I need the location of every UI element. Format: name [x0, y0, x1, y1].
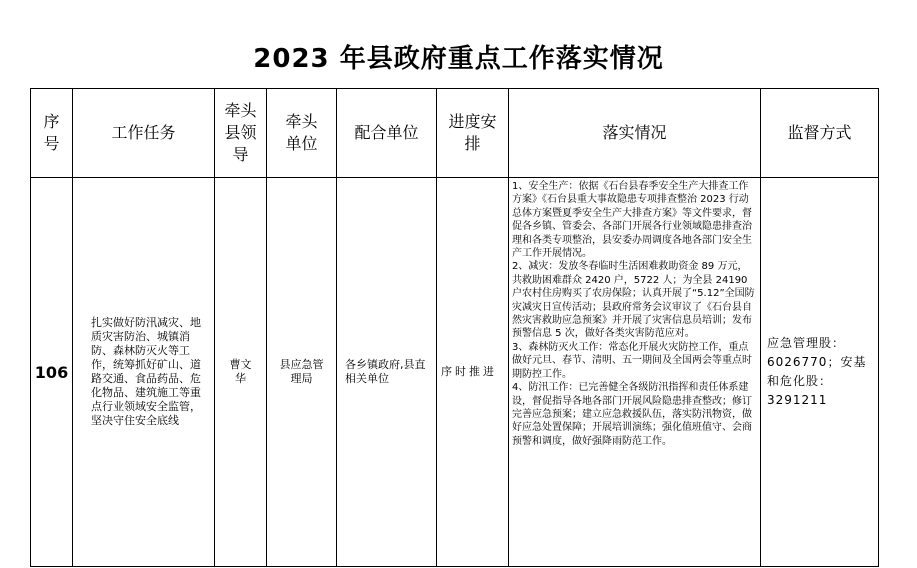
impl-item-3: 3、森林防灭火工作：常态化开展火灾防控工作，重点做好元旦、春节、清明、五一期间及全国两会等重点时期防控工作。 — [512, 341, 752, 380]
header-supervision: 监督方式 — [761, 89, 879, 178]
work-table — [30, 88, 879, 567]
row-progress: 序时推进 — [437, 178, 509, 567]
impl-item-4: 4、防汛工作：已完善健全各级防汛指挥和责任体系建设，督促指导各地各部门开展风险隐患排查整改；修订完善应急预案；建立应急救援队伍，落实防汛物资，做好应急处置保障；开展培训演练；强化值班值守、会商预警和调度，做好强降雨防范工作。 — [512, 382, 752, 447]
page-title: 2023 年县政府重点工作落实情况 — [253, 44, 664, 74]
row-supervision: 应急管理股：6026770；安基和危化股：3291211 — [761, 178, 879, 567]
row-leader: 曹文华 — [215, 178, 267, 567]
header-progress: 进度安排 — [437, 89, 509, 178]
impl-item-2: 2、减灾：发放冬春临时生活困难救助资金 89 万元，共救助困难群众 2420 户，5722 人；为全县 24190 户农村住房购买了农房保险；认真开展了“5.12”全国防灾减灾日宣传活动；县政府常务会议审议了《石台县自然灾害救助应急预案》并开展了灾害信息员培训；发布预警信息 5 次，做好各类灾害防范应对。 — [512, 261, 755, 340]
row-num: 106 — [31, 178, 73, 567]
table-header-row — [31, 89, 879, 178]
header-coop: 配合单位 — [337, 89, 437, 178]
row-impl — [509, 178, 761, 567]
header-num: 序号 — [31, 89, 73, 178]
row-coop: 各乡镇政府,县直相关单位 — [337, 178, 437, 567]
table-row — [31, 178, 879, 567]
header-leader: 牵头县领导 — [215, 89, 267, 178]
header-unit: 牵头单位 — [267, 89, 337, 178]
header-impl: 落实情况 — [509, 89, 761, 178]
impl-item-1: 1、安全生产：依据《石台县春季安全生产大排查工作方案》《石台县重大事故隐患专项排查整治 2023 行动总体方案暨夏季安全生产大排查方案》等文件要求，督促各乡镇、管委会、各部门开展各行业领域隐患排查治理和各类专项整治，县安委办周调度各地各部门安全生产工作开展情况。 — [512, 181, 752, 260]
row-task: 扎实做好防汛减灾、地质灾害防治、城镇消防、森林防灭火等工作，统筹抓好矿山、道路交通、食品药品、危化物品、建筑施工等重点行业领域安全监管，坚决守住安全底线 — [73, 178, 215, 567]
header-task: 工作任务 — [73, 89, 215, 178]
row-unit: 县应急管理局 — [267, 178, 337, 567]
